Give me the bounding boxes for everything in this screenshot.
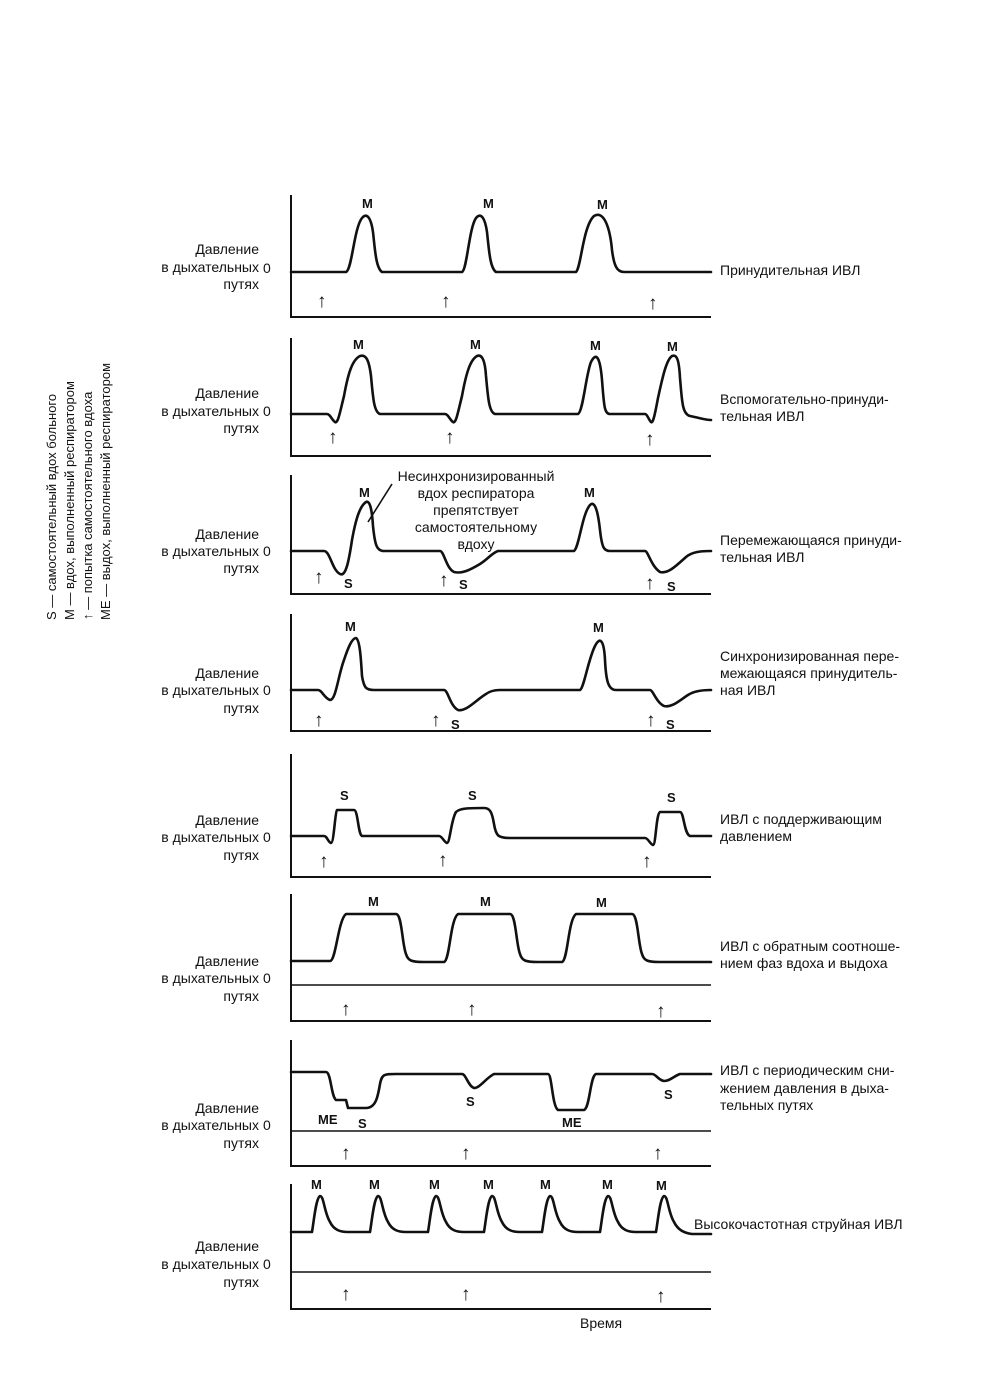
inspiratory-attempt-arrow: ↑	[642, 851, 652, 872]
inspiratory-attempt-arrow: ↑	[319, 851, 329, 872]
inspiratory-attempt-arrow: ↑	[328, 427, 338, 448]
mark-machine-breath: M	[345, 619, 356, 634]
legend-line-s: S — самостоятельный вдох больного	[44, 393, 59, 620]
y-label-line3: путях	[223, 700, 259, 716]
legend-line-me: ME — выдох, выполненный респиратором	[98, 362, 113, 620]
y-label-line1: Давление	[195, 1238, 259, 1254]
y-label-line2: в дыхательных	[161, 543, 259, 559]
mode-label-line2: нием фаз вдоха и выдоха	[720, 955, 888, 971]
pressure-trace	[291, 215, 711, 272]
mark-spontaneous-breath: S	[667, 579, 676, 594]
mark-machine-breath: M	[470, 337, 481, 352]
annotation-line2: вдох респиратора	[417, 485, 535, 501]
y-axis-label	[161, 953, 271, 1004]
annotation-line4: самостоятельному	[414, 519, 538, 535]
mark-spontaneous-breath: S	[664, 1087, 673, 1102]
inspiratory-attempt-arrow: ↑	[461, 1284, 471, 1305]
y-label-line3: путях	[223, 1274, 259, 1290]
mark-spontaneous-breath: S	[459, 577, 468, 592]
mark-spontaneous-breath: S	[666, 717, 675, 732]
mark-machine-breath: M	[540, 1177, 551, 1192]
inspiratory-attempt-arrow: ↑	[317, 291, 327, 312]
mark-spontaneous-breath: S	[340, 788, 349, 803]
y-label-line1: Давление	[195, 665, 259, 681]
y-label-line2: в дыхательных	[161, 1256, 259, 1272]
mode-label-line1: Вспомогательно-принуди-	[720, 391, 889, 407]
pressure-trace	[291, 914, 711, 962]
pressure-trace	[291, 1072, 711, 1110]
y-label-line1: Давление	[195, 1100, 259, 1116]
y-label-line3: путях	[223, 847, 259, 863]
mode-label-line1: Синхронизированная пере-	[720, 648, 899, 664]
y-label-line3: путях	[223, 988, 259, 1004]
zero-label: 0	[263, 403, 271, 419]
mark-machine-expiration: ME	[318, 1112, 338, 1127]
y-label-line1: Давление	[195, 812, 259, 828]
legend	[44, 363, 113, 620]
inspiratory-attempt-arrow: ↑	[467, 999, 477, 1020]
y-label-line1: Давление	[195, 953, 259, 969]
y-label-line1: Давление	[195, 526, 259, 542]
mark-machine-breath: M	[602, 1177, 613, 1192]
y-label-line2: в дыхательных	[161, 970, 259, 986]
mode-label: Высокочастотная струйная ИВЛ	[694, 1216, 903, 1232]
pressure-trace	[291, 808, 711, 845]
y-label-line1: Давление	[195, 385, 259, 401]
mark-machine-breath: M	[597, 197, 608, 212]
pressure-trace	[291, 638, 711, 710]
x-axis-label: Время	[580, 1315, 623, 1331]
zero-label: 0	[263, 970, 271, 986]
y-axis-label	[161, 241, 271, 292]
mode-label-line1: ИВЛ с периодическим сни-	[720, 1062, 895, 1078]
panel-synchronized-intermittent-mandatory-ventilation	[161, 614, 899, 732]
zero-label: 0	[263, 543, 271, 559]
mark-machine-breath: M	[483, 1177, 494, 1192]
mark-machine-breath: M	[656, 1178, 667, 1193]
mode-label-line1: ИВЛ с поддерживающим	[720, 811, 882, 827]
pressure-trace	[291, 356, 711, 423]
mark-machine-breath: M	[368, 894, 379, 909]
zero-label: 0	[263, 260, 271, 276]
annotation-line3: препятствует	[433, 502, 519, 518]
y-label-line1: Давление	[195, 241, 259, 257]
panel-forced-ventilation	[161, 195, 860, 317]
mark-machine-breath: M	[311, 1177, 322, 1192]
mark-machine-breath: M	[483, 196, 494, 211]
inspiratory-attempt-arrow: ↑	[438, 850, 448, 871]
y-label-line2: в дыхательных	[161, 829, 259, 845]
mark-machine-expiration: ME	[562, 1115, 582, 1130]
mark-machine-breath: M	[667, 339, 678, 354]
y-label-line2: в дыхательных	[161, 682, 259, 698]
inspiratory-attempt-arrow: ↑	[341, 1143, 351, 1164]
panel-assist-control-ventilation	[161, 337, 889, 456]
mark-spontaneous-breath: S	[344, 576, 353, 591]
mode-label-line2: давлением	[720, 828, 792, 844]
pressure-trace	[291, 1196, 711, 1234]
panel-axes	[291, 1184, 711, 1309]
inspiratory-attempt-arrow: ↑	[314, 710, 324, 731]
mark-machine-breath: M	[593, 620, 604, 635]
mark-machine-breath: M	[596, 895, 607, 910]
mode-label-line2: межающаяся принудитель-	[720, 665, 898, 681]
mark-spontaneous-breath: S	[468, 788, 477, 803]
mark-machine-breath: M	[359, 485, 370, 500]
y-label-line3: путях	[223, 276, 259, 292]
mode-label-line2: тельная ИВЛ	[720, 549, 805, 565]
mode-label-line3: ная ИВЛ	[720, 682, 776, 698]
inspiratory-attempt-arrow: ↑	[461, 1143, 471, 1164]
mark-spontaneous-breath: S	[466, 1094, 475, 1109]
panel-high-frequency-jet-ventilation	[161, 1177, 902, 1309]
inspiratory-attempt-arrow: ↑	[341, 1284, 351, 1305]
annotation-line5: вдоху	[457, 536, 495, 552]
mark-spontaneous-breath: S	[358, 1116, 367, 1131]
mark-machine-breath: M	[369, 1177, 380, 1192]
y-axis-label	[161, 1238, 271, 1290]
mark-spontaneous-breath: S	[667, 790, 676, 805]
mark-machine-breath: M	[584, 485, 595, 500]
inspiratory-attempt-arrow: ↑	[314, 567, 324, 588]
legend-line-m: M — вдох, выполненный респиратором	[62, 381, 77, 620]
y-axis-label	[161, 526, 271, 576]
y-axis-label	[161, 665, 271, 716]
mode-label-line3: тельных путях	[720, 1097, 814, 1113]
inspiratory-attempt-arrow: ↑	[656, 1286, 666, 1307]
mode-label-line2: тельная ИВЛ	[720, 408, 805, 424]
zero-label: 0	[263, 1256, 271, 1272]
zero-label: 0	[263, 682, 271, 698]
panel-intermittent-mandatory-ventilation	[161, 468, 902, 594]
inspiratory-attempt-arrow: ↑	[445, 427, 455, 448]
mode-label-line2: жением давления в дыха-	[720, 1080, 889, 1096]
mode-label: Принудительная ИВЛ	[720, 262, 861, 278]
inspiratory-attempt-arrow: ↑	[656, 1001, 666, 1022]
mark-machine-breath: M	[362, 196, 373, 211]
inspiratory-attempt-arrow: ↑	[439, 570, 449, 591]
legend-line-arrow: ↑ — попытка самостоятельного вдоха	[80, 391, 95, 620]
y-axis-label	[161, 1100, 271, 1151]
y-axis-label	[161, 385, 271, 436]
mark-machine-breath: M	[480, 894, 491, 909]
mode-label-line1: Перемежающаяся принуди-	[720, 532, 902, 548]
y-label-line2: в дыхательных	[161, 1117, 259, 1133]
annotation-line1: Несинхронизированный	[397, 468, 555, 484]
inspiratory-attempt-arrow: ↑	[653, 1143, 663, 1164]
y-label-line2: в дыхательных	[161, 403, 259, 419]
panel-pressure-support-ventilation	[161, 754, 882, 877]
inspiratory-attempt-arrow: ↑	[341, 999, 351, 1020]
y-label-line3: путях	[223, 420, 259, 436]
inspiratory-attempt-arrow: ↑	[645, 429, 655, 450]
panel-inverse-ratio-ventilation	[161, 894, 900, 1022]
mark-machine-breath: M	[353, 337, 364, 352]
y-axis-label	[161, 812, 271, 863]
y-label-line3: путях	[223, 560, 259, 576]
mark-machine-breath: M	[429, 1177, 440, 1192]
y-label-line3: путях	[223, 1135, 259, 1151]
inspiratory-attempt-arrow: ↑	[645, 573, 655, 594]
inspiratory-attempt-arrow: ↑	[441, 291, 451, 312]
panel-airway-pressure-release-ventilation	[161, 1040, 894, 1166]
mode-label-line1: ИВЛ с обратным соотноше-	[720, 938, 901, 954]
inspiratory-attempt-arrow: ↑	[646, 710, 656, 731]
annotation-pointer-line	[368, 484, 392, 522]
zero-label: 0	[263, 829, 271, 845]
annotation-unsynchronized-breath	[368, 468, 554, 552]
mark-spontaneous-breath: S	[451, 717, 460, 732]
inspiratory-attempt-arrow: ↑	[431, 710, 441, 731]
mark-machine-breath: M	[590, 338, 601, 353]
zero-label: 0	[263, 1117, 271, 1133]
y-label-line2: в дыхательных	[161, 259, 259, 275]
panel-axes	[291, 1040, 711, 1166]
inspiratory-attempt-arrow: ↑	[648, 293, 658, 314]
